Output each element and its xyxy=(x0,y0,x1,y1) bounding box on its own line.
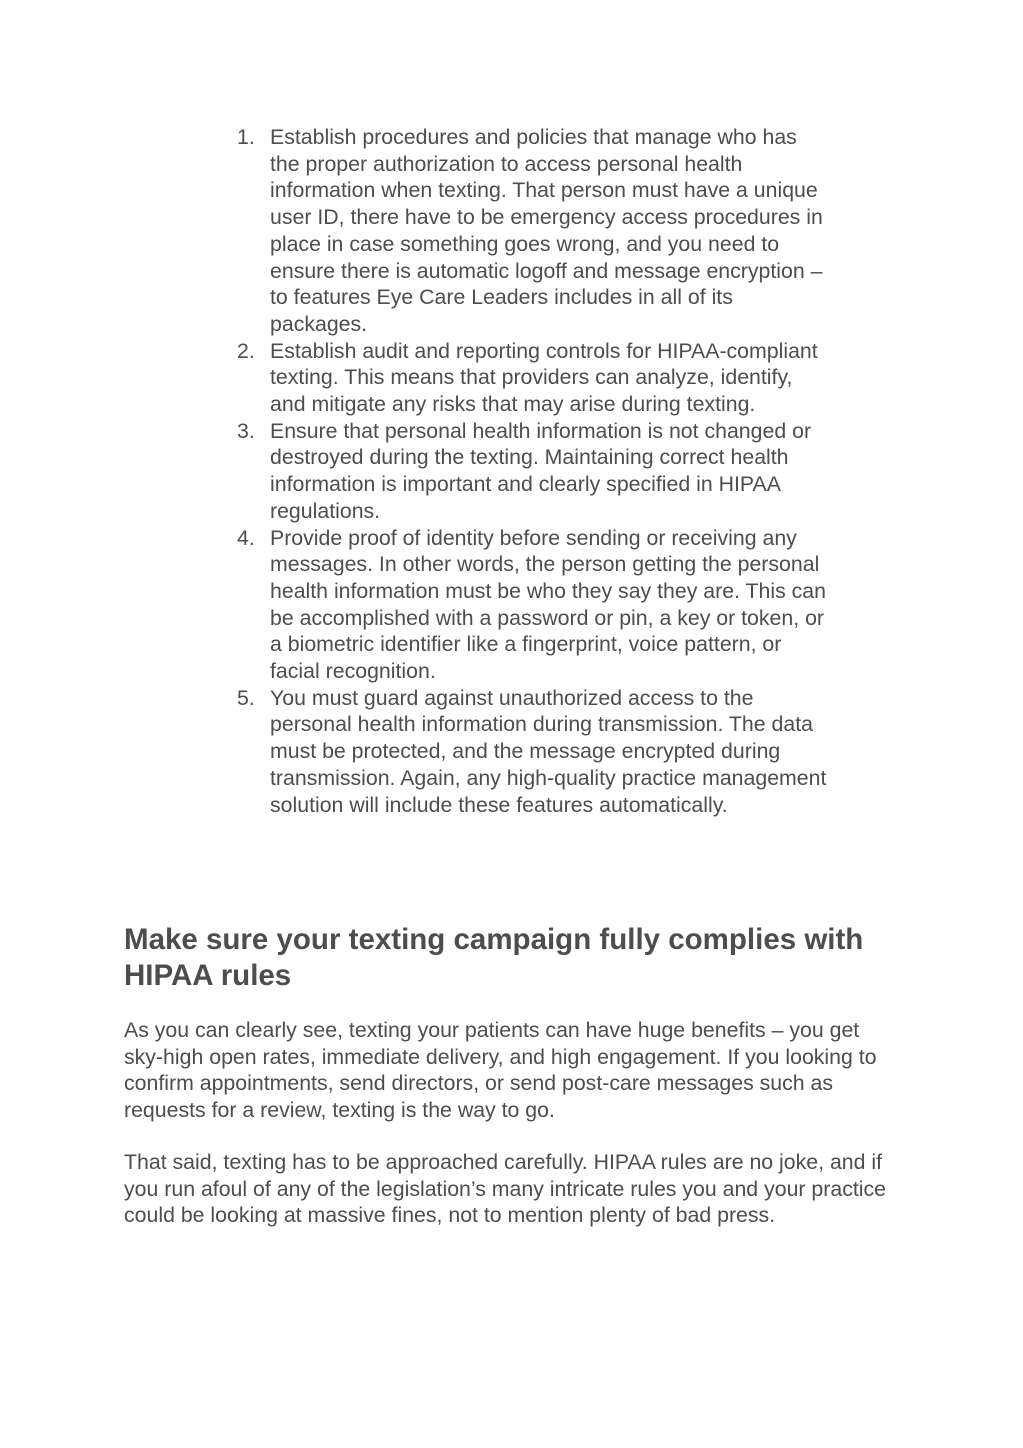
section-heading: Make sure your texting campaign fully complies with HIPAA rules xyxy=(124,923,864,992)
list-item-text: Establish audit and reporting controls for HIPAA-compliant texting. This means that providers can analyze, identify, and mitigate any risks that may arise during texting. xyxy=(270,338,818,417)
list-item-number: 3. xyxy=(237,418,255,443)
body-paragraph: That said, texting has to be approached carefully. HIPAA rules are no joke, and if you run afoul of any of the legislation’s many intricate rules you and your practice could be looking at massive fines, not to mention plenty of bad press. xyxy=(124,1150,886,1228)
list-item xyxy=(237,525,830,685)
list-item-number: 2. xyxy=(237,338,255,363)
list-item-text: Provide proof of identity before sending or receiving any messages. In other words, the person getting the personal health information must be who they say they are. This can be accomplished with a password or pin, a key or token, or a biometric identifier like a fingerprint, voice pattern, or facial recognition. xyxy=(270,525,826,684)
body-paragraph: As you can clearly see, texting your patients can have huge benefits – you get sky-high open rates, immediate delivery, and high engagement. If you looking to confirm appointments, send directors, or send post-care messages such as requests for a review, texting is the way to go. xyxy=(124,1018,877,1123)
list-item xyxy=(237,418,830,525)
list-item xyxy=(237,124,830,338)
list-item-text: You must guard against unauthorized access to the personal health information during transmission. The data must be protected, and the message encrypted during transmission. Again, any high-quality practice management solution will include these features automatically. xyxy=(270,685,827,817)
list-item xyxy=(237,338,830,418)
compliance-steps-list xyxy=(237,124,830,818)
list-item-number: 1. xyxy=(237,125,255,149)
list-item-text: Establish procedures and policies that manage who has the proper authorization to access personal health information when texting. That person must have a unique user ID, there have to be emergency access procedures in place in case something goes wrong, and you need to ensure there is automatic logoff and message encryption – to features Eye Care Leaders includes in all of its packages. xyxy=(270,125,823,336)
list-item-text: Ensure that personal health information is not changed or destroyed during the texting. Maintaining correct health information is important and clearly specified in HIPAA regulations. xyxy=(270,418,812,523)
list-item-number: 4. xyxy=(237,525,255,550)
list-item xyxy=(237,685,830,819)
list-item-number: 5. xyxy=(237,685,255,710)
